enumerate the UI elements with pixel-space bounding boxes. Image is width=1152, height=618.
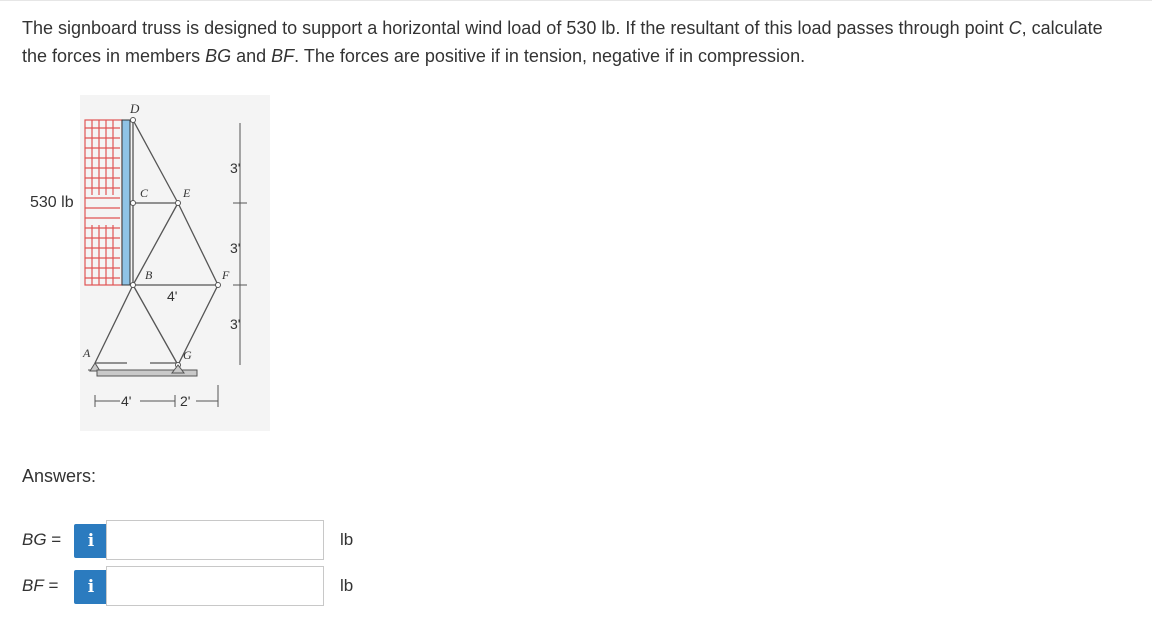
label-D: D [130, 101, 140, 116]
info-icon[interactable]: i [74, 524, 108, 558]
top-divider [0, 0, 1152, 1]
unit-label-bf: lb [340, 576, 354, 595]
dim-horizontal-mid: 4' [167, 288, 178, 304]
label-B: B [145, 268, 153, 282]
dim-vertical-2: 3' [230, 240, 241, 256]
unit-label-bg: lb [340, 530, 354, 549]
question-text [22, 14, 1132, 70]
label-F: F [222, 268, 230, 282]
question-part-4: . The forces are positive if in tension, negative if in compression. [294, 46, 806, 66]
dim-vertical-1: 3' [230, 160, 241, 176]
question-part-1: The signboard truss is designed to support a horizontal wind load of 530 lb. If the resultant of this load passes through point [22, 18, 1009, 38]
dim-horizontal-bottom-right: 2' [180, 393, 191, 409]
question-member-2: BF [271, 46, 295, 66]
bg-answer-input[interactable] [106, 520, 324, 560]
figure-background [80, 95, 270, 431]
dim-horizontal-bottom-left: 4' [121, 393, 132, 409]
question-part-2: , calculate the forces in members [22, 18, 1103, 66]
label-C: C [140, 186, 149, 200]
question-point: C [1008, 18, 1022, 38]
truss-figure [0, 95, 290, 435]
label-E: E [183, 186, 191, 200]
question-member-1: BG [205, 46, 232, 66]
sign-board [122, 120, 130, 285]
answer-row-bg [22, 520, 382, 562]
info-icon[interactable]: i [74, 570, 108, 604]
question-part-3: and [231, 46, 272, 66]
label-G: G [183, 348, 192, 362]
label-A: A [83, 346, 91, 360]
answer-label-bg: BG = [22, 530, 62, 549]
load-label: 530 lb [30, 194, 74, 211]
bf-answer-input[interactable] [106, 566, 324, 606]
answer-row-bf [22, 566, 382, 608]
answer-label-bf: BF = [22, 576, 59, 595]
answers-heading: Answers: [22, 466, 97, 486]
dim-vertical-3: 3' [230, 316, 241, 332]
